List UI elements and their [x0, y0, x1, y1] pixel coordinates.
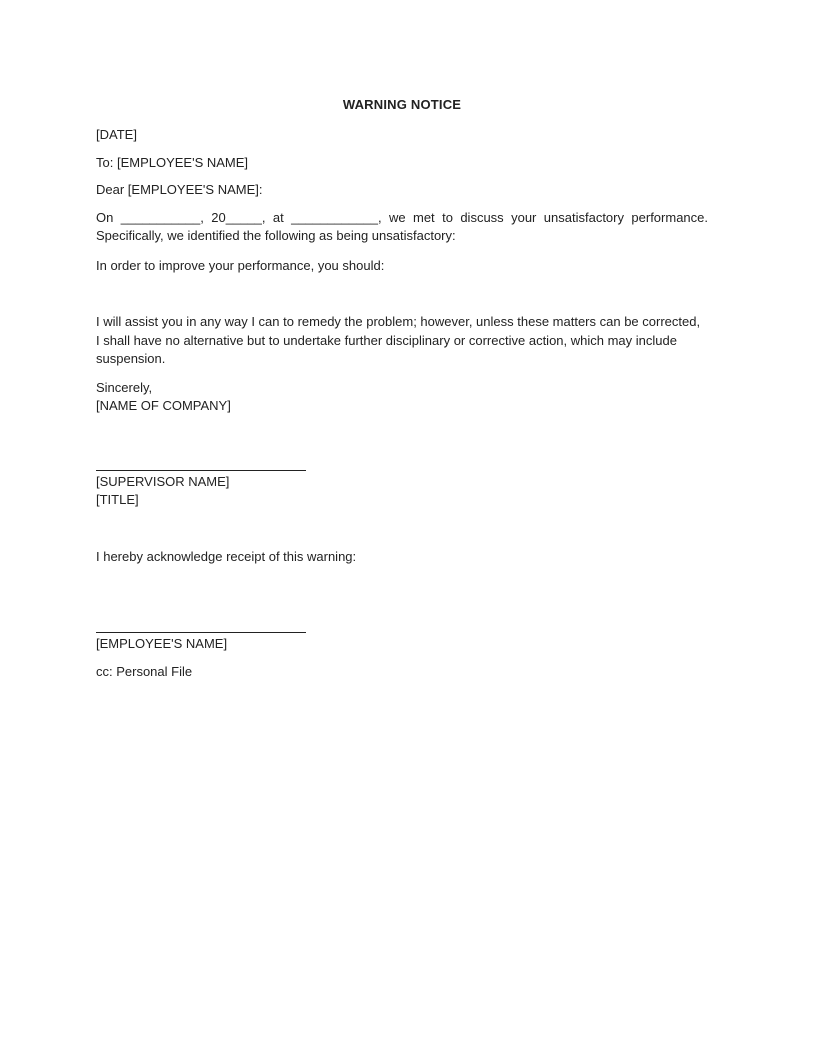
acknowledgement-text: I hereby acknowledge receipt of this warning: [96, 548, 357, 564]
supervisor-title: [TITLE] [96, 492, 139, 507]
closing: Sincerely, [96, 379, 153, 395]
assist-paragraph-line-3: suspension. [96, 351, 166, 366]
assist-paragraph-line-2: I shall have no alternative but to undertake further disciplinary or corrective action, which may include [96, 332, 677, 348]
improve-paragraph: In order to improve your performance, you should: [96, 257, 385, 273]
company-name: [NAME OF COMPANY] [96, 398, 231, 413]
supervisor-signature-line [96, 470, 306, 471]
meeting-paragraph-line-2: Specifically, we identified the following as being unsatisfactory: [96, 228, 456, 243]
letter-body [96, 96, 708, 681]
supervisor-name: [SUPERVISOR NAME] [96, 473, 230, 489]
date-line: [DATE] [96, 127, 137, 142]
cc-line: cc: Personal File [96, 663, 193, 679]
salutation: Dear [EMPLOYEE'S NAME]: [96, 182, 263, 197]
meeting-paragraph-line-1: On ___________, 20_____, at ____________, we met to discuss your unsatisfactory performance. [96, 209, 708, 225]
recipient-line: To: [EMPLOYEE'S NAME] [96, 154, 249, 170]
assist-paragraph-line-1: I will assist you in any way I can to remedy the problem; however, unless these matters can be corrected, [96, 314, 701, 329]
employee-name: [EMPLOYEE'S NAME] [96, 636, 228, 651]
employee-signature-line [96, 632, 306, 633]
document-title: WARNING NOTICE [342, 97, 462, 112]
